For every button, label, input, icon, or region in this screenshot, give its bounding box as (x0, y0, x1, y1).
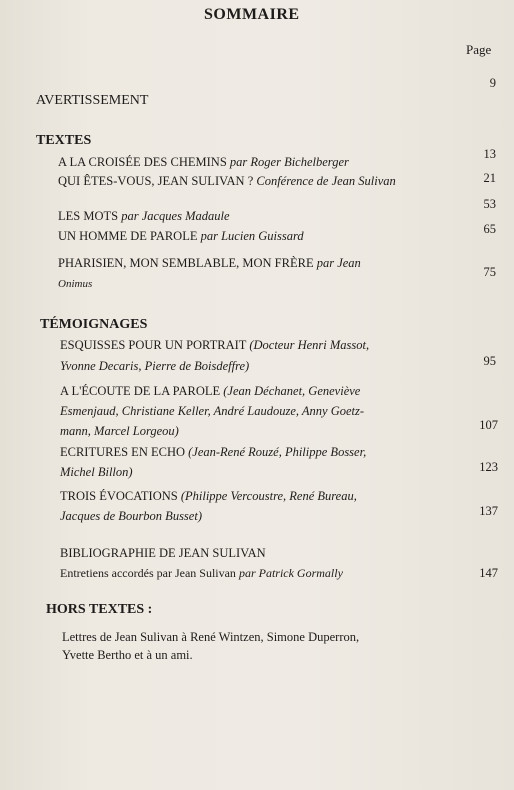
avertissement-page: 9 (489, 76, 496, 90)
entry-author-continued: mann, Marcel Lorgeou) (60, 424, 179, 438)
entry-page: 13 (483, 147, 496, 161)
entry-page: 147 (479, 566, 498, 580)
entry-page: 65 (483, 222, 496, 236)
section-heading-hors-textes: HORS TEXTES : (46, 602, 153, 617)
entry-author: par Jean (316, 256, 361, 270)
entry-page: 75 (483, 265, 496, 279)
hors-textes-line: Yvette Bertho et à un ami. (62, 648, 193, 662)
entry-page: 53 (483, 197, 496, 211)
toc-entry (60, 384, 360, 399)
entry-author-continued: Yvonne Decaris, Pierre de Boisdeffre) (60, 359, 250, 373)
entry-author: par Patrick Gormally (238, 566, 343, 580)
entry-author-continued: Esmenjaud, Christiane Keller, André Laudouze, Anny Goetz- (60, 404, 365, 418)
entry-title: QUI ÊTES-VOUS, JEAN SULIVAN ? (58, 174, 257, 188)
entry-page: 137 (479, 504, 498, 518)
toc-entry (58, 174, 396, 189)
toc-entry (58, 256, 361, 271)
toc-entry (58, 155, 349, 170)
toc-entry (60, 489, 357, 504)
entry-author-continued: Jacques de Bourbon Busset) (60, 509, 202, 523)
entry-author: par Jacques Madaule (121, 209, 230, 223)
entry-title: LES MOTS (58, 209, 122, 223)
entry-author: (Docteur Henri Massot, (249, 338, 370, 352)
toc-entry (60, 445, 366, 460)
entry-title: Entretiens accordés par Jean Sulivan (60, 566, 239, 580)
toc-entry (60, 566, 343, 581)
entry-author-continued: Onimus (58, 278, 93, 290)
toc-entry (60, 338, 369, 353)
entry-page: 95 (483, 354, 496, 368)
page-title: SOMMAIRE (204, 6, 300, 23)
entry-author: (Jean-René Rouzé, Philippe Bosser, (188, 445, 367, 459)
entry-author-continued: Michel Billon) (60, 465, 133, 479)
bibliographie-title: BIBLIOGRAPHIE DE JEAN SULIVAN (60, 546, 266, 560)
entry-title: A L'ÉCOUTE DE LA PAROLE (60, 384, 224, 398)
hors-textes-line: Lettres de Jean Sulivan à René Wintzen, Simone Duperron, (62, 630, 360, 644)
entry-page: 123 (479, 460, 498, 474)
entry-title: UN HOMME DE PAROLE (58, 229, 201, 243)
entry-title: A LA CROISÉE DES CHEMINS (58, 155, 230, 169)
toc-entry (58, 209, 230, 224)
section-heading-temoignages: TÉMOIGNAGES (40, 317, 148, 332)
entry-page: 107 (479, 418, 498, 432)
entry-title: TROIS ÉVOCATIONS (60, 489, 181, 503)
page-column-label: Page (466, 42, 492, 57)
entry-title: ECRITURES EN ECHO (60, 445, 189, 459)
entry-title: PHARISIEN, MON SEMBLABLE, MON FRÈRE (58, 256, 317, 270)
entry-author: (Jean Déchanet, Geneviève (223, 384, 361, 398)
section-heading-textes: TEXTES (36, 133, 92, 148)
entry-author: par Roger Bichelberger (229, 155, 349, 169)
entry-page: 21 (483, 171, 496, 185)
toc-entry (58, 229, 304, 244)
entry-author: Conférence de Jean Sulivan (256, 174, 396, 188)
avertissement-label: AVERTISSEMENT (36, 93, 149, 108)
entry-title: ESQUISSES POUR UN PORTRAIT (60, 338, 250, 352)
entry-author: (Philippe Vercoustre, René Bureau, (180, 489, 357, 503)
entry-author: par Lucien Guissard (200, 229, 304, 243)
